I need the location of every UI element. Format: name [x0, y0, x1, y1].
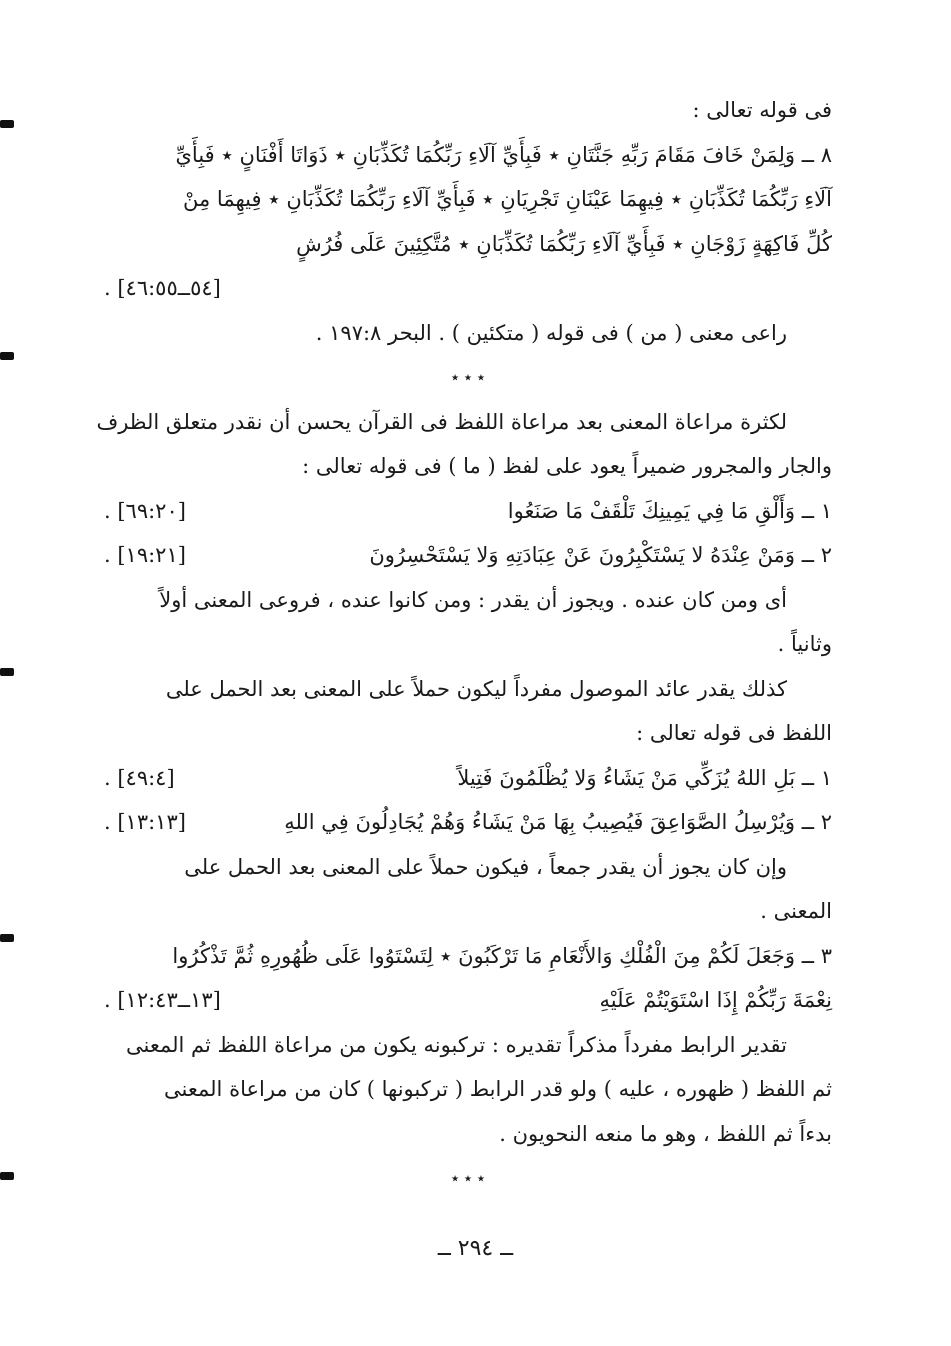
note-line: راعى معنى ( من ) فى قوله ( متكئين ) . البحر ١٩٧:٨ .	[315, 320, 787, 345]
margin-scan-mark	[0, 1172, 14, 1180]
ayah-text: ٢ ــ وَيُرْسِلُ الصَّوَاعِقَ فَيُصِيبُ بِهَا مَنْ يَشَاءُ وَهُمْ يُجَادِلُونَ فِي اللهِ	[284, 810, 832, 834]
page-text	[96, 88, 832, 1201]
paragraph-line: ثم اللفظ ( ظهوره ، عليه ) ولو قدر الرابط ( تركبونها ) كان من مراعاة المعنى	[164, 1077, 832, 1101]
ayah-line	[104, 978, 832, 1023]
verse-line: كُلِّ فَاكِهَةٍ زَوْجَانِ ٭ فَبِأَيِّ آلَاءِ رَبِّكُمَا تُكَذِّبَانِ ٭ مُتَّكِئِينَ عَلَى فُرُشٍ	[296, 231, 832, 256]
verse-reference-line	[104, 266, 832, 311]
ayah-text: ٢ ــ وَمَنْ عِنْدَهُ لا يَسْتَكْبِرُونَ عَنْ عِبَادَتِهِ وَلا يَسْتَحْسِرُونَ	[369, 543, 832, 567]
paragraph-line: والجار والمجرور ضميراً يعود على لفظ ( ما ) فى قوله تعالى :	[302, 454, 832, 478]
paragraph-line: كذلك يقدر عائد الموصول مفرداً ليكون حملاً على المعنى بعد الحمل على	[165, 676, 787, 701]
ayah-text: نِعْمَةَ رَبِّكُمْ إِذَا اسْتَوَيْتُمْ عَلَيْهِ	[599, 988, 832, 1012]
ayah-reference: . [٤٩:٤]	[104, 765, 175, 790]
ayah-text: ١ ــ بَلِ اللهُ يُزَكِّي مَنْ يَشَاءُ وَلا يُظْلَمُونَ فَتِيلاً	[457, 765, 832, 790]
paragraph-line: اللفظ فى قوله تعالى :	[636, 721, 832, 745]
verse-line: ٨ ــ وَلِمَنْ خَافَ مَقَامَ رَبِّهِ جَنَّتَانِ ٭ فَبِأَيِّ آلَاءِ رَبِّكُمَا تُكَذِّبَانِ ٭ ذَوَاتَا أَفْنَانٍ ٭ فَبِأَيِّ	[175, 142, 832, 167]
ayah-reference: . [١٣:١٣]	[104, 810, 186, 834]
ayah-line	[104, 489, 832, 534]
verse-reference: . [٥٤ــ٤٦:٥٥]	[104, 276, 221, 300]
verse-line: ٣ ــ وَجَعَلَ لَكُمْ مِنَ الْفُلْكِ وَالأَنْعَامِ مَا تَرْكَبُونَ ٭ لِتَسْتَوُوا عَلَى ظُهُورِهِ ثُمَّ تَذْكُرُوا	[172, 943, 832, 968]
margin-scan-mark	[0, 934, 14, 942]
ayah-line	[104, 756, 832, 801]
ayah-reference: . [١٣ــ١٢:٤٣]	[104, 988, 221, 1012]
paragraph-line: بدءاً ثم اللفظ ، وهو ما منعه النحويون .	[499, 1121, 832, 1146]
ayah-line	[104, 533, 832, 578]
paragraph-line: تقدير الرابط مفرداً مذكراً تقديره : تركبونه يكون من مراعاة اللفظ ثم المعنى	[126, 1032, 787, 1057]
margin-scan-mark	[0, 120, 14, 128]
section-separator: ٭ ٭ ٭	[450, 1169, 486, 1187]
verse-line: آلَاءِ رَبِّكُمَا تُكَذِّبَانِ ٭ فِيهِمَا عَيْنَانِ تَجْرِيَانِ ٭ فَبِأَيِّ آلَاءِ رَبِّكُمَا تُكَذِّبَانِ ٭ فِيهِمَا مِنْ	[183, 187, 832, 211]
section-separator: ٭ ٭ ٭	[450, 368, 486, 386]
margin-scan-mark	[0, 352, 14, 360]
page-number: ــ ٢٩٤ ــ	[437, 1236, 514, 1261]
paragraph-line: المعنى .	[760, 899, 832, 923]
ayah-reference: . [١٩:٢١]	[104, 543, 186, 567]
paragraph-line: وثانياً .	[777, 632, 832, 656]
margin-scan-mark	[0, 668, 14, 676]
paragraph-line: لكثرة مراعاة المعنى بعد مراعاة اللفظ فى القرآن يحسن أن نقدر متعلق الظرف	[96, 409, 787, 434]
intro-line: فى قوله تعالى :	[692, 98, 832, 122]
ayah-text: ١ ــ وَأَلْقِ مَا فِي يَمِينِكَ تَلْقَفْ مَا صَنَعُوا	[507, 498, 832, 523]
paragraph-line: وإن كان يجوز أن يقدر جمعاً ، فيكون حملاً على المعنى بعد الحمل على	[184, 854, 787, 879]
ayah-reference: . [٦٩:٢٠]	[104, 498, 186, 523]
ayah-line	[104, 800, 832, 845]
paragraph-line: أى ومن كان عنده . ويجوز أن يقدر : ومن كانوا عنده ، فروعى المعنى أولاً	[159, 587, 787, 612]
